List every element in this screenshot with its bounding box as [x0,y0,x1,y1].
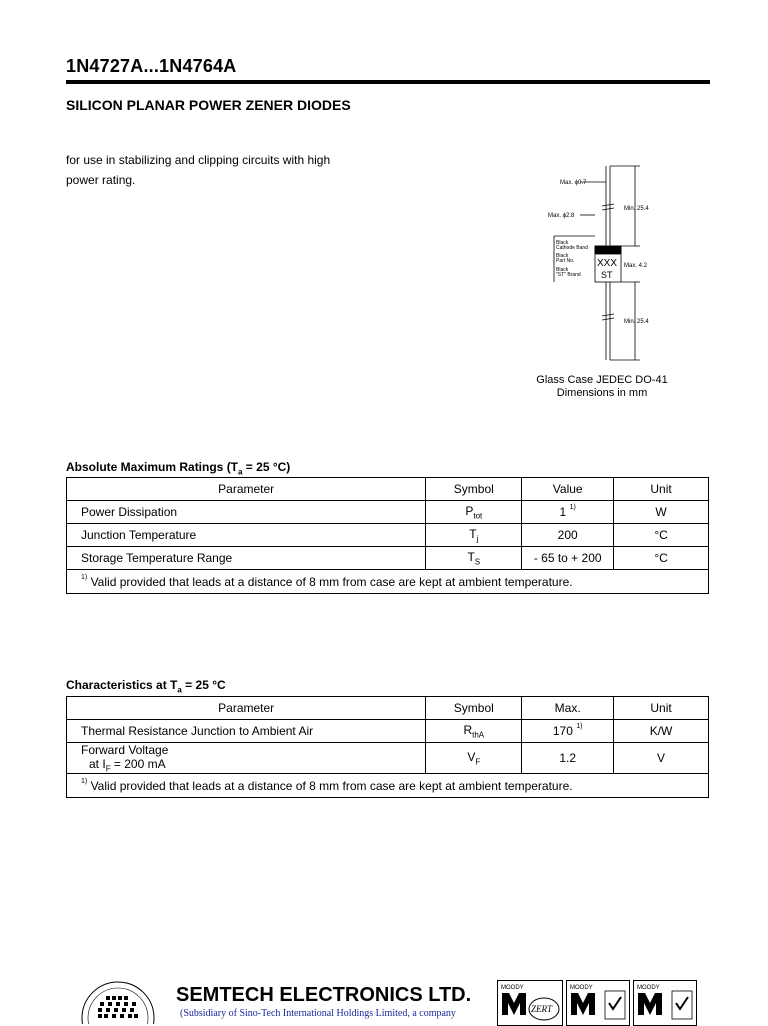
value-cell: 1.2 [522,743,614,774]
value-cell: 200 [522,524,614,547]
symbol-cell: $P_{tot}$ [426,501,522,524]
table-row [67,524,709,547]
company-subsidiary-note: (Subsidiary of Sino-Tech International Holdings Limited, a company [180,1008,456,1019]
cert-brand-text: MOODY [570,985,593,991]
table-row [67,743,709,774]
header-cell: Symbol [426,478,522,501]
symbol-cell: $T_j$ [426,524,522,547]
abs-ratings-table [66,477,709,594]
value-cell: 1 $^{1)}$ [522,501,614,524]
band-label: Cathode Band [556,245,588,251]
header-cell: Parameter [67,697,426,720]
body-diameter-label: Max. ϕ2.8 [548,213,575,219]
symbol-cell: $T_S$ [426,547,522,570]
intro-text [66,150,366,190]
iso-certification-mark [633,980,697,1026]
part-no-label: Part No. [556,258,575,264]
body-length-label: Max. 4.2 [624,263,648,269]
table-row [67,501,709,524]
intro-line: for use in stabilizing and clipping circuits with high [66,153,331,167]
header-cell: Max. [522,697,614,720]
parameter-cell [67,743,426,774]
cathode-band [595,246,621,254]
part-no-label: Black [556,253,569,259]
parameter-cell: Power Dissipation [67,501,426,524]
footnote-cell: $^{1)}$ Valid provided that leads at a distance of 8 mm from case are kept at ambient temperature. [67,570,709,594]
title-subscript: a [177,685,182,695]
product-subtitle: SILICON PLANAR POWER ZENER DIODES [66,97,351,113]
bottom-lead-length-label: Min. 25.4 [624,319,649,325]
symbol-cell: $R_{thA}$ [426,720,522,743]
cert-brand-text: MOODY [501,985,524,991]
lead-diameter-label: Max. ϕ0.7 [560,180,587,186]
abs-ratings-title [66,460,290,476]
brand-label: Black [556,267,569,273]
header-cell: Symbol [426,697,522,720]
parameter-cell: Thermal Resistance Junction to Ambient Air [67,720,426,743]
parameter-cell: Junction Temperature [67,524,426,547]
footnote-row [67,774,709,798]
title-text: Absolute Maximum Ratings (T [66,460,239,474]
characteristics-table [66,696,709,798]
footnote-cell: $^{1)}$ Valid provided that leads at a distance of 8 mm from case are kept at ambient temperature. [67,774,709,798]
header-cell: Unit [614,697,709,720]
title-text: Characteristics at T [66,678,178,692]
table-header-row [67,697,709,720]
value-cell: 170 $^{1)}$ [522,720,614,743]
case-caption-line: Dimensions in mm [556,387,648,399]
title-text: = 25 °C) [242,460,291,474]
unit-cell: W [614,501,709,524]
intro-line: power rating. [66,173,136,187]
zert-text: ZERT [531,1004,553,1014]
parameter-line: at $I_F = 200$ mA [89,757,166,774]
header-cell: Unit [614,478,709,501]
symbol-cell: $V_F$ [426,743,522,774]
company-name: SEMTECH ELECTRONICS LTD. [176,984,472,1006]
parameter-cell: Storage Temperature Range [67,547,426,570]
band-label: Black [556,240,569,246]
marking-brand: ST [601,270,613,280]
unit-cell: V [614,743,709,774]
characteristics-title [66,678,226,694]
part-range-title: 1N4727A...1N4764A [66,56,237,76]
cert-brand-text: MOODY [637,985,660,991]
title-rule [66,80,710,84]
unit-cell: K/W [614,720,709,743]
iso-certification-mark [566,980,630,1026]
title-text: = 25 °C [181,678,226,692]
company-logo [80,978,156,1024]
brand-label: "ST" Brand [556,272,581,278]
parameter-line: Forward Voltage [81,743,169,757]
unit-cell: °C [614,524,709,547]
marking-part-number: XXX [597,258,618,269]
table-row [67,720,709,743]
header-cell: Parameter [67,478,426,501]
footnote-row [67,570,709,594]
title-subscript: a [238,467,243,477]
case-caption [532,374,672,400]
iso-certification-mark [497,980,563,1026]
package-outline-diagram [540,160,680,370]
header-cell: Value [522,478,614,501]
case-caption-line: Glass Case JEDEC DO-41 [536,374,668,386]
top-lead-length-label: Min. 25.4 [624,206,649,212]
table-header-row [67,478,709,501]
unit-cell: °C [614,547,709,570]
table-row [67,547,709,570]
value-cell: - 65 to + 200 [522,547,614,570]
